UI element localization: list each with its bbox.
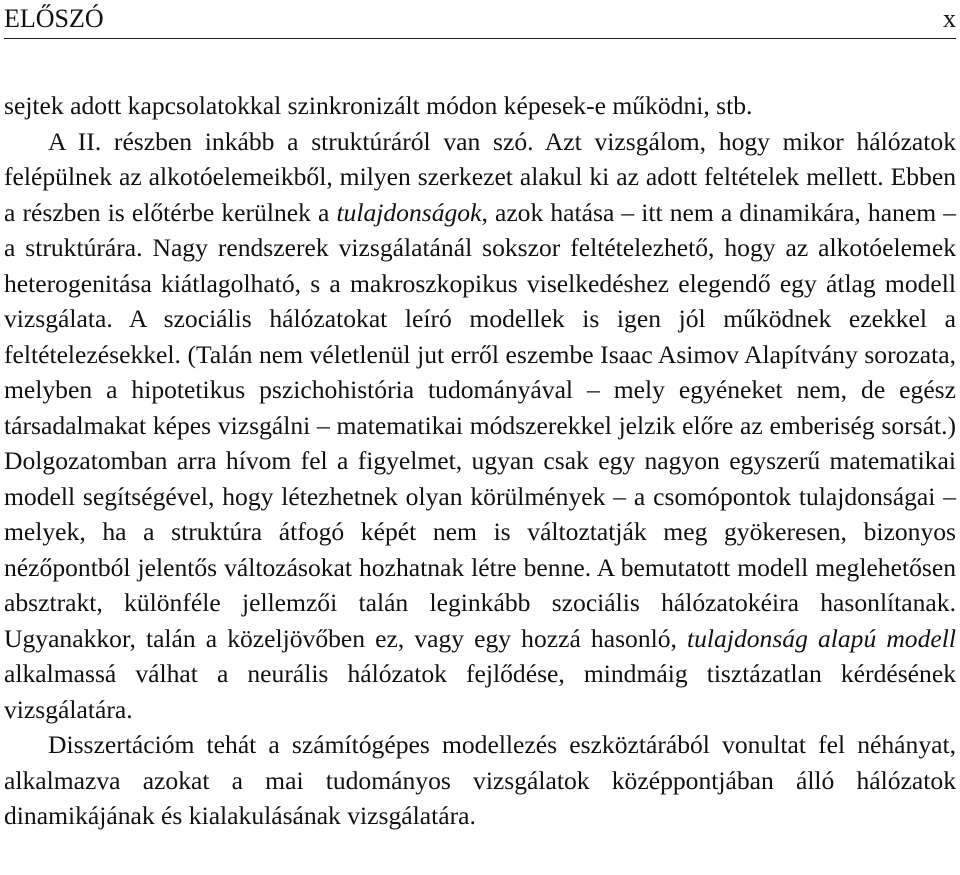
paragraph-text: A II. részben inkább a struktúráról van szó. Azt vizsgálom, hogy mikor hálózatok felépülnek az alkotóelemeikből, milyen szerkezet alakul ki az adott feltételek mellett. Ebben a részben is előtérbe kerülnek a bbox=[4, 126, 956, 227]
paragraph-text: Disszertációm tehát a számítógépes modellezés eszköztárából vonultat fel néhányat, alkalmazva azokat a mai tudományos vizsgálatok középpontjában álló hálózatok dinamikájának és kialakulásának vizsgálatára. bbox=[4, 730, 956, 830]
paragraph-structure bbox=[4, 124, 956, 728]
emphasis-tulajdonsagok: tulajdonságok bbox=[336, 197, 482, 227]
header-title: ELŐSZÓ bbox=[4, 4, 104, 33]
emphasis-property-based-model: tulajdonság alapú modell bbox=[687, 623, 956, 653]
page-number: x bbox=[943, 4, 956, 33]
paragraph-conclusion bbox=[4, 727, 956, 834]
running-header bbox=[4, 4, 956, 39]
paragraph-continuation bbox=[4, 88, 956, 124]
paragraph-text: sejtek adott kapcsolatokkal szinkronizált módon képesek-e működni, stb. bbox=[4, 91, 753, 120]
paragraph-text: , azok hatása – itt nem a dinamikára, hanem – a struktúrára. Nagy rendszerek vizsgálatánál sokszor feltételezhető, hogy az alkotóelemek heterogenitása kiátlagolható, s a makroszkopikus viselkedéshez elegendő egy átlag modell vizsgálata. A szociális hálózatokat leíró modellek is igen jól működnek ezekkel a feltételezésekkel. (Talán nem véletlenül jut erről eszembe Isaac Asimov Alapítvány sorozata, melyben a hipotetikus pszichohistória tudományával – mely egyéneket nem, de egész társadalmakat képes vizsgálni – matematikai módszerekkel jelzik előre az emberiség sorsát.) Dolgozatomban arra hívom fel a figyelmet, ugyan csak egy nagyon egyszerű matematikai modell segítségével, hogy létezhetnek olyan körülmények – a csomópontok tulajdonságai – melyek, ha a struktúra átfogó képét nem is változtatják meg gyökeresen, bizonyos nézőpontból jelentős változásokat hozhatnak létre benne. A bemutatott modell meglehetősen absztrakt, különféle jellemzői talán leginkább szociális hálózatokéira hasonlítanak. Ugyanakkor, talán a közeljövőben ez, vagy egy hozzá hasonló, bbox=[4, 197, 957, 653]
paragraph-text: alkalmassá válhat a neurális hálózatok fejlődése, mindmáig tisztázatlan kérdésének vizsgálatára. bbox=[4, 659, 956, 724]
document-body bbox=[4, 88, 956, 834]
